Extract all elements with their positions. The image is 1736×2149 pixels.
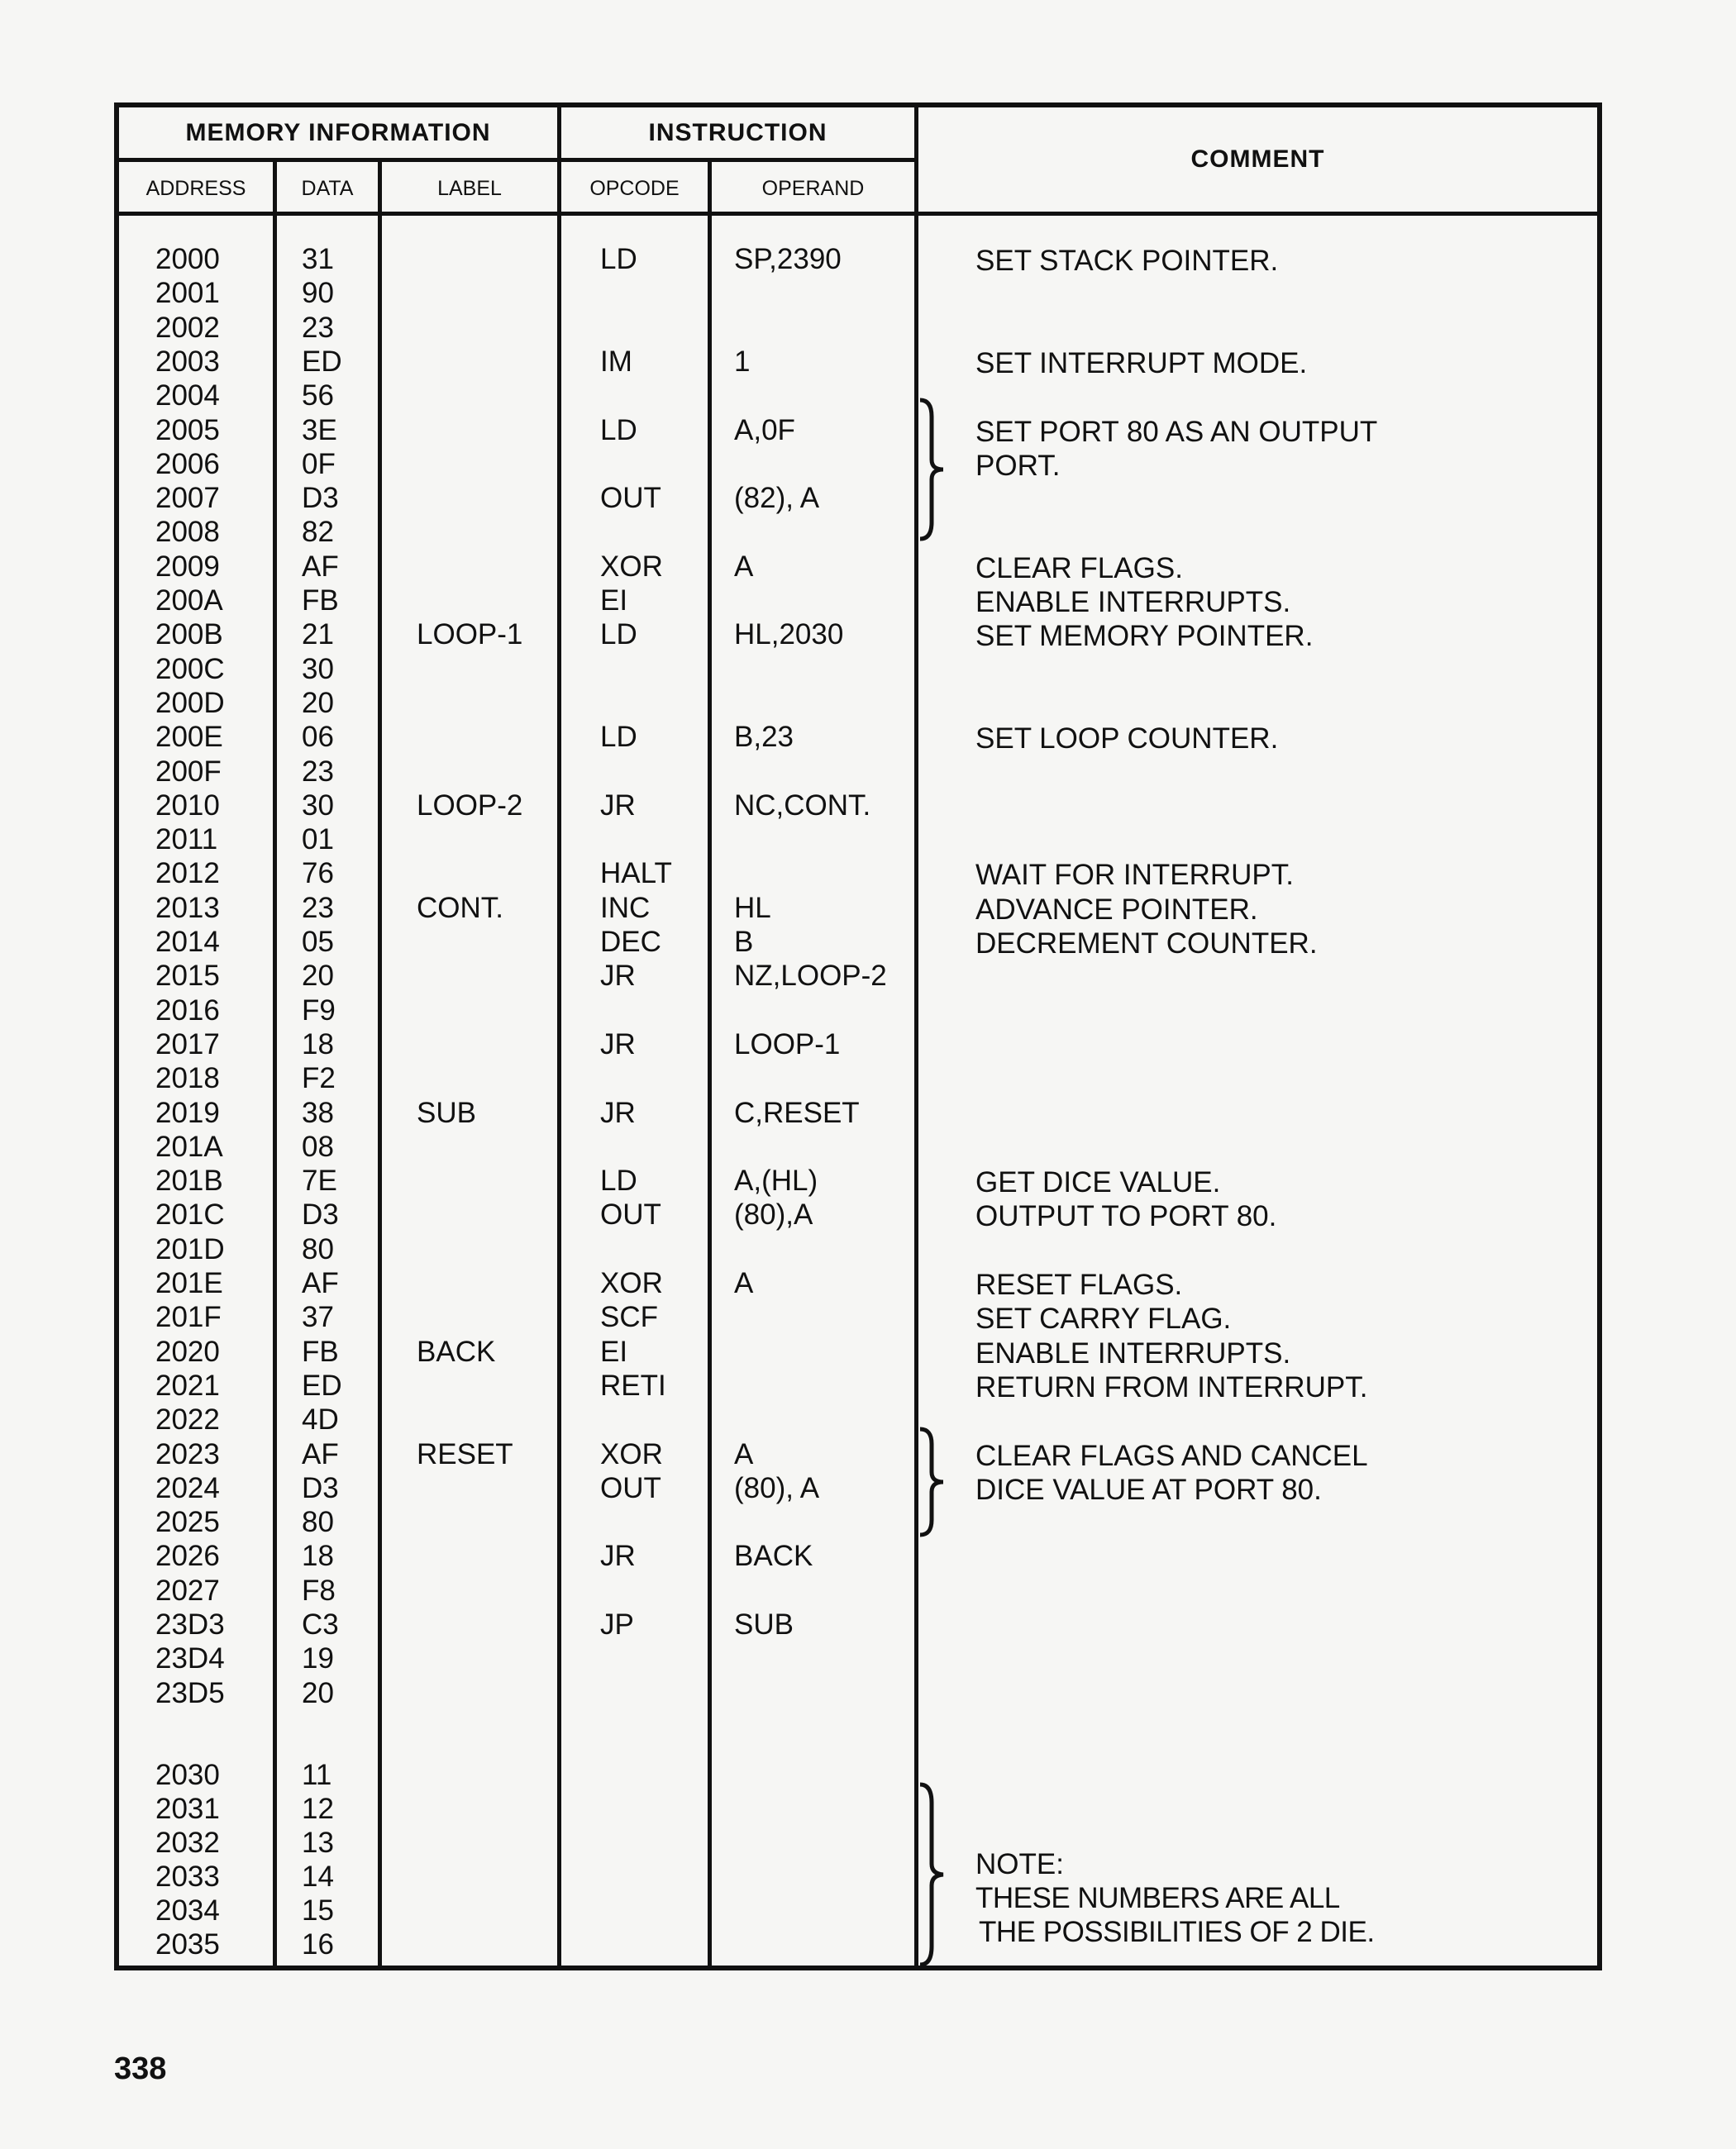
data-cell: FB [302,584,339,617]
opcode-cell: OUT [600,1198,661,1232]
data-cell: D3 [302,1471,339,1504]
address-cell: 23D5 [155,1676,225,1709]
operand-cell: C,RESET [734,1096,860,1129]
operand-cell: A [734,1437,754,1470]
data-cell: 11 [302,1759,332,1791]
address-cell: 200E [155,721,223,754]
label-cell: LOOP-1 [417,618,523,651]
address-cell: 2019 [155,1096,220,1129]
operand-cell: NZ,LOOP-2 [734,960,887,993]
data-cell: 13 [302,1827,334,1859]
note-title: NOTE: [975,1848,1064,1880]
comment-cell: WAIT FOR INTERRUPT. [975,859,1294,892]
data-cell: 82 [302,516,334,549]
opcode-cell: LD [600,243,637,275]
address-cell: 200A [155,584,223,617]
comment-cell: SET LOOP COUNTER. [975,722,1279,755]
data-cell: FB [302,1335,339,1368]
address-cell: 2033 [155,1861,220,1893]
data-cell: 31 [302,243,334,275]
operand-cell: HL,2030 [734,618,844,651]
comment-cell: ADVANCE POINTER. [975,893,1258,926]
label-cell: CONT. [417,891,503,924]
label-cell: RESET [417,1437,513,1470]
data-cell: 80 [302,1506,334,1539]
address-cell: 2027 [155,1574,220,1607]
operand-cell: A [734,550,754,583]
comment-cell: GET DICE VALUE. [975,1166,1221,1199]
opcode-cell: OUT [600,1471,661,1504]
brace-data-table [917,1781,956,1968]
data-cell: 90 [302,277,334,310]
data-cell: 20 [302,960,334,993]
address-cell: 2005 [155,413,220,446]
address-cell: 2015 [155,960,220,993]
address-cell: 200F [155,755,222,788]
data-cell: 30 [302,789,334,822]
instruction-header: INSTRUCTION [648,119,827,146]
opcode-cell: EI [600,1335,628,1368]
data-cell: 01 [302,823,334,856]
address-cell: 2023 [155,1437,220,1470]
label-cell: BACK [417,1335,496,1368]
address-cell: 201C [155,1198,225,1232]
address-cell: 2008 [155,516,220,549]
address-cell: 2004 [155,379,220,412]
opcode-cell: JP [600,1608,634,1641]
data-cell: 0F [302,447,336,480]
address-cell: 23D3 [155,1608,225,1641]
comment-cell: CLEAR FLAGS. [975,551,1183,584]
comment-cell: SET CARRY FLAG. [975,1303,1232,1336]
address-cell: 2009 [155,550,220,583]
opcode-cell: LD [600,413,637,446]
data-cell: 23 [302,891,334,924]
address-cell: 2031 [155,1793,220,1825]
operand-cell: HL [734,891,771,924]
data-cell: D3 [302,1198,339,1232]
address-cell: 200B [155,618,223,651]
page-number: 338 [114,2051,167,2086]
operand-cell: (80),A [734,1198,813,1232]
opcode-cell: SCF [600,1301,658,1334]
data-cell: 18 [302,1027,334,1060]
operand-header: OPERAND [761,177,865,200]
operand-cell: (80), A [734,1471,820,1504]
address-cell: 2006 [155,447,220,480]
address-cell: 2026 [155,1540,220,1573]
operand-cell: SP,2390 [734,243,842,275]
data-cell: AF [302,550,339,583]
operand-cell: A,0F [734,413,795,446]
operand-cell: 1 [734,345,751,378]
operand-cell: SUB [734,1608,794,1641]
address-cell: 2030 [155,1759,220,1791]
data-header: DATA [301,177,354,200]
address-cell: 200D [155,686,225,719]
opcode-cell: HALT [600,857,672,890]
label-header: LABEL [437,177,502,200]
data-cell: 08 [302,1130,334,1163]
data-cell: 23 [302,311,334,344]
address-cell: 2000 [155,243,220,275]
address-cell: 2012 [155,857,220,890]
address-cell: 200C [155,652,225,685]
data-cell: F9 [302,993,336,1027]
opcode-cell: XOR [600,1437,663,1470]
data-cell: 18 [302,1540,334,1573]
data-cell: F8 [302,1574,336,1607]
comment-cell: SET MEMORY POINTER. [975,620,1314,653]
address-cell: 2022 [155,1403,220,1437]
opcode-cell: DEC [600,926,661,958]
address-cell: 2034 [155,1894,220,1927]
address-cell: 2032 [155,1827,220,1859]
note-line-1: THESE NUMBERS ARE ALL [975,1882,1340,1914]
opcode-cell: INC [600,891,651,924]
operand-cell: B [734,926,754,958]
operand-cell: LOOP-1 [734,1027,841,1060]
opcode-cell: XOR [600,1267,663,1299]
comment-cell: ENABLE INTERRUPTS. [975,586,1291,618]
data-cell: 05 [302,926,334,958]
label-cell: LOOP-2 [417,789,523,822]
opcode-cell: XOR [600,550,663,583]
data-cell: 4D [302,1403,339,1437]
opcode-cell: JR [600,789,636,822]
operand-cell: (82), A [734,482,820,515]
data-cell: AF [302,1437,339,1470]
data-cell: 37 [302,1301,334,1334]
operand-cell: NC,CONT. [734,789,871,822]
opcode-cell: EI [600,584,628,617]
column-rule-data [273,162,277,1970]
comment-cell: DECREMENT COUNTER. [975,927,1318,960]
data-cell: 30 [302,652,334,685]
address-cell: 2021 [155,1369,220,1402]
operand-cell: B,23 [734,721,794,754]
data-cell: 20 [302,1676,334,1709]
comment-cell: PORT. [975,449,1061,482]
address-cell: 2007 [155,482,220,515]
comment-cell: SET STACK POINTER. [975,245,1279,277]
address-cell: 201A [155,1130,223,1163]
opcode-cell: LD [600,1165,637,1198]
address-cell: 2016 [155,993,220,1027]
data-cell: ED [302,1369,342,1402]
opcode-cell: JR [600,1096,636,1129]
column-rule-instruction [557,107,561,1970]
address-cell: 201B [155,1165,223,1198]
data-cell: 15 [302,1894,334,1927]
comment-cell: RESET FLAGS. [975,1269,1183,1301]
column-rule-comment [914,107,918,1970]
address-cell: 2024 [155,1471,220,1504]
memory-information-header: MEMORY INFORMATION [185,119,491,146]
data-cell: 23 [302,755,334,788]
data-cell: ED [302,345,342,378]
address-header: ADDRESS [145,177,246,200]
column-rule-operand [708,162,712,1970]
data-cell: D3 [302,482,339,515]
data-cell: 06 [302,721,334,754]
address-cell: 201E [155,1267,223,1299]
data-cell: 7E [302,1165,337,1198]
column-rule-label [378,162,382,1970]
opcode-cell: IM [600,345,632,378]
opcode-cell: JR [600,960,636,993]
address-cell: 2017 [155,1027,220,1060]
address-cell: 2014 [155,926,220,958]
label-cell: SUB [417,1096,476,1129]
comment-cell: OUTPUT TO PORT 80. [975,1200,1277,1233]
comment-cell: ENABLE INTERRUPTS. [975,1337,1291,1370]
comment-cell: SET PORT 80 AS AN OUTPUT [975,415,1378,448]
header-rule-top [119,158,918,162]
opcode-cell: RETI [600,1369,666,1402]
comment-header: COMMENT [1190,145,1325,173]
address-cell: 23D4 [155,1642,225,1675]
address-cell: 201D [155,1232,225,1265]
opcode-cell: JR [600,1540,636,1573]
operand-cell: A [734,1267,754,1299]
address-cell: 2020 [155,1335,220,1368]
address-cell: 2035 [155,1928,220,1961]
data-cell: 38 [302,1096,334,1129]
opcode-cell: LD [600,721,637,754]
opcode-cell: JR [600,1027,636,1060]
data-cell: 76 [302,857,334,890]
data-cell: 12 [302,1793,334,1825]
data-cell: 16 [302,1928,334,1961]
address-cell: 2011 [155,823,218,856]
note-line-2: THE POSSIBILITIES OF 2 DIE. [979,1916,1375,1948]
data-cell: 19 [302,1642,334,1675]
address-cell: 2001 [155,277,220,310]
operand-cell: A,(HL) [734,1165,818,1198]
data-cell: 20 [302,686,334,719]
brace-port-setup [917,397,956,542]
address-cell: 2002 [155,311,220,344]
data-cell: 14 [302,1861,334,1893]
address-cell: 2018 [155,1062,220,1095]
data-cell: F2 [302,1062,336,1095]
address-cell: 2013 [155,891,220,924]
brace-reset [917,1426,956,1538]
data-cell: 3E [302,413,337,446]
address-cell: 2010 [155,789,220,822]
header-rule-bottom [119,212,1597,216]
address-cell: 2003 [155,345,220,378]
data-cell: 80 [302,1232,334,1265]
code-listing-table [114,102,1602,1970]
data-cell: 21 [302,618,334,651]
comment-cell: SET INTERRUPT MODE. [975,346,1308,379]
opcode-cell: LD [600,618,637,651]
operand-cell: BACK [734,1540,813,1573]
comment-cell: DICE VALUE AT PORT 80. [975,1473,1322,1506]
comment-cell: RETURN FROM INTERRUPT. [975,1370,1368,1403]
opcode-cell: OUT [600,482,661,515]
data-cell: 56 [302,379,334,412]
address-cell: 2025 [155,1506,220,1539]
data-cell: AF [302,1267,339,1299]
comment-cell: CLEAR FLAGS AND CANCEL [975,1439,1368,1472]
opcode-header: OPCODE [589,177,680,200]
data-cell: C3 [302,1608,339,1641]
address-cell: 201F [155,1301,222,1334]
